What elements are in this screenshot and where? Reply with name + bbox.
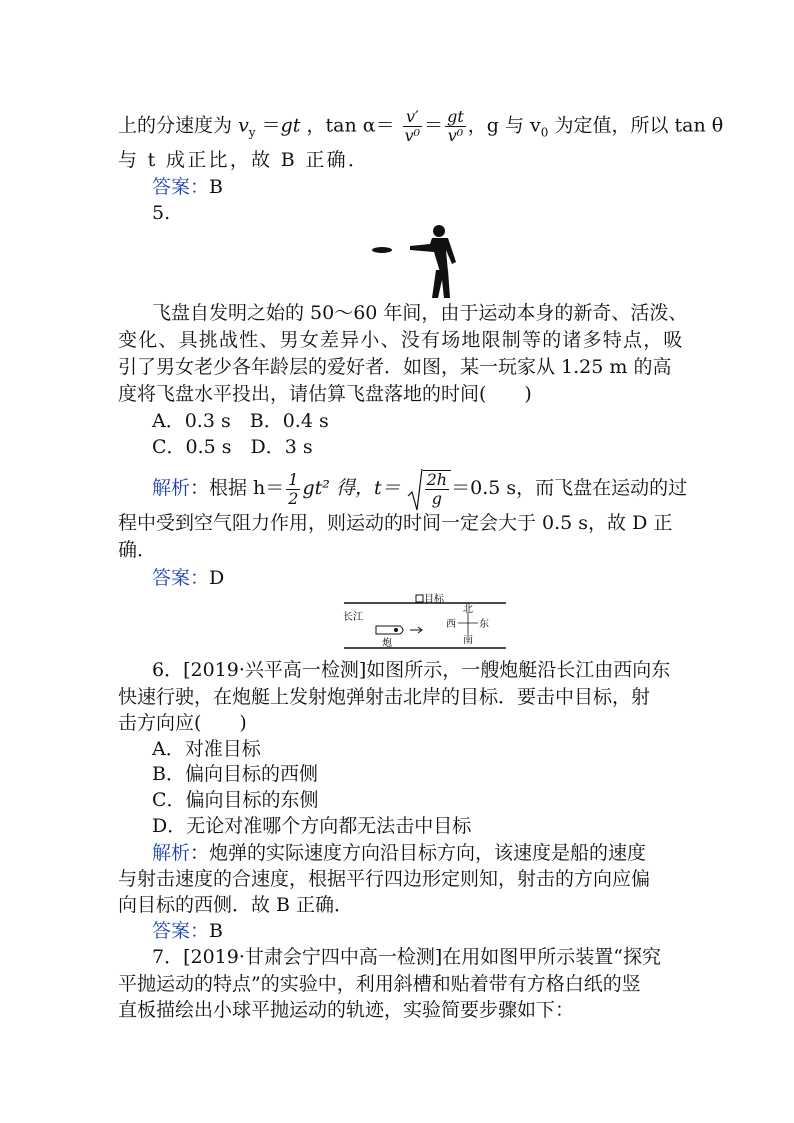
- q7-stem-line3: 直板描绘出小球平抛运动的轨迹，实验简要步骤如下：: [118, 999, 575, 1021]
- answer-value: B: [209, 920, 223, 942]
- compass-north: 北: [463, 604, 473, 615]
- text: ，g 与 v: [467, 114, 541, 137]
- sqrt-expression: [407, 470, 451, 508]
- numerator: gt: [447, 107, 464, 126]
- frisbee-player-figure: [368, 222, 468, 300]
- q6-analysis-line1: [152, 840, 646, 866]
- radical-sign: [407, 468, 423, 512]
- answer-value: D: [209, 567, 225, 589]
- boat-label: 炮: [382, 638, 392, 649]
- var-v: v: [238, 114, 249, 137]
- q6-option-d: D．无论对准哪个方向都无法击中目标: [152, 815, 472, 837]
- q5-stem-line4: 度将飞盘水平投出，请估算飞盘落地的时间( ): [118, 383, 532, 405]
- river-label: 长江: [343, 612, 363, 623]
- numerator: 2h: [426, 470, 448, 489]
- q5-stem-line1: 飞盘自发明之始的 50～60 年间，由于运动本身的新奇、活泼、: [152, 302, 688, 324]
- text: ：根据 h＝: [190, 477, 285, 499]
- sub: 0: [540, 125, 549, 140]
- gunboat-icon: [376, 626, 403, 634]
- q6-option-a: A．对准目标: [152, 738, 261, 760]
- fraction: [445, 108, 466, 145]
- fraction-half: [286, 471, 300, 508]
- denominator: 2: [288, 488, 299, 508]
- target-label: 目标: [424, 594, 444, 605]
- q7-stem-line1: 7．[2019·甘肃会宁四中高一检测]在用如图甲所示装置“探究: [152, 946, 662, 968]
- sub: y: [248, 125, 256, 140]
- answer-label: 答案：: [152, 567, 210, 589]
- denominator: v⁰: [404, 126, 421, 145]
- q6-analysis-line3: 向目标的西侧．故 B 正确．: [118, 894, 354, 916]
- q5-options-cd: C．0.5 s D．3 s: [152, 436, 313, 458]
- text: 为定值，所以 tan θ: [554, 114, 724, 137]
- gun-icon: [394, 628, 398, 632]
- frisbee-icon: [372, 247, 392, 253]
- compass-east: 东: [479, 619, 489, 630]
- q7-stem-line2: 平抛运动的特点”的实验中，利用斜槽和贴着带有方格白纸的竖: [118, 973, 641, 995]
- fraction: [403, 108, 422, 145]
- answer-label: 答案：: [152, 176, 210, 198]
- numerator: 1: [288, 469, 299, 489]
- prev-analysis-line1: [118, 108, 723, 145]
- target-box: [416, 595, 423, 602]
- q5-answer: [152, 565, 224, 591]
- prev-answer: [152, 174, 223, 200]
- river-figure: [340, 592, 512, 654]
- text: ：炮弹的实际速度方向沿目标方向，该速度是船的速度: [190, 842, 647, 864]
- text: gt² 得，t＝: [302, 477, 401, 499]
- q6-answer: [152, 918, 223, 944]
- equals: ＝: [261, 114, 281, 137]
- question-number: 5.: [152, 202, 171, 224]
- player-silhouette-icon: [410, 225, 456, 298]
- analysis-label: 解析: [152, 477, 191, 499]
- var-gt: gt: [280, 114, 301, 137]
- denominator: g: [431, 489, 442, 508]
- q5-stem-line2: 变化、具挑战性、男女差异小、没有场地限制等的诸多特点，吸: [118, 329, 684, 351]
- compass-south: 南: [463, 635, 473, 646]
- q6-stem-line2: 快速行驶，在炮艇上发射炮弹射击北岸的目标．要击中目标，射: [118, 686, 651, 708]
- q6-option-c: C．偏向目标的东侧: [152, 789, 319, 811]
- q5-options-ab: A．0.3 s B．0.4 s: [152, 410, 329, 432]
- text: 上的分速度为: [118, 114, 233, 137]
- equals: ＝: [424, 114, 444, 137]
- denominator: v⁰: [447, 126, 464, 145]
- q6-stem-line1: 6．[2019·兴平高一检测]如图所示，一艘炮艇沿长江由西向东: [152, 659, 671, 681]
- q6-option-b: B．偏向目标的西侧: [152, 763, 318, 785]
- q5-analysis-line2: 程中受到空气阻力作用，则运动的时间一定会大于 0.5 s，故 D 正: [118, 512, 673, 534]
- q6-analysis-line2: 与射击速度的合速度，根据平行四边形定则知，射击的方向应偏: [118, 868, 651, 890]
- fraction: [425, 471, 449, 508]
- numerator: v′: [403, 108, 422, 127]
- answer-label: 答案：: [152, 920, 210, 942]
- compass-west: 西: [446, 619, 456, 630]
- prev-analysis-line2: 与 t 成正比，故 B 正确．: [118, 149, 370, 171]
- q5-stem-line3: 引了男女老少各年龄层的爱好者．如图，某一玩家从 1.25 m 的高: [118, 356, 672, 378]
- analysis-label: 解析: [152, 842, 191, 864]
- q5-analysis-line3: 确．: [118, 539, 157, 561]
- text: ，tan α＝: [306, 114, 395, 137]
- answer-value: B: [209, 176, 223, 198]
- q6-stem-line3: 击方向应( ): [118, 712, 247, 734]
- text: ＝0.5 s，而飞盘在运动的过: [451, 477, 688, 499]
- q5-analysis-line1: [152, 470, 687, 508]
